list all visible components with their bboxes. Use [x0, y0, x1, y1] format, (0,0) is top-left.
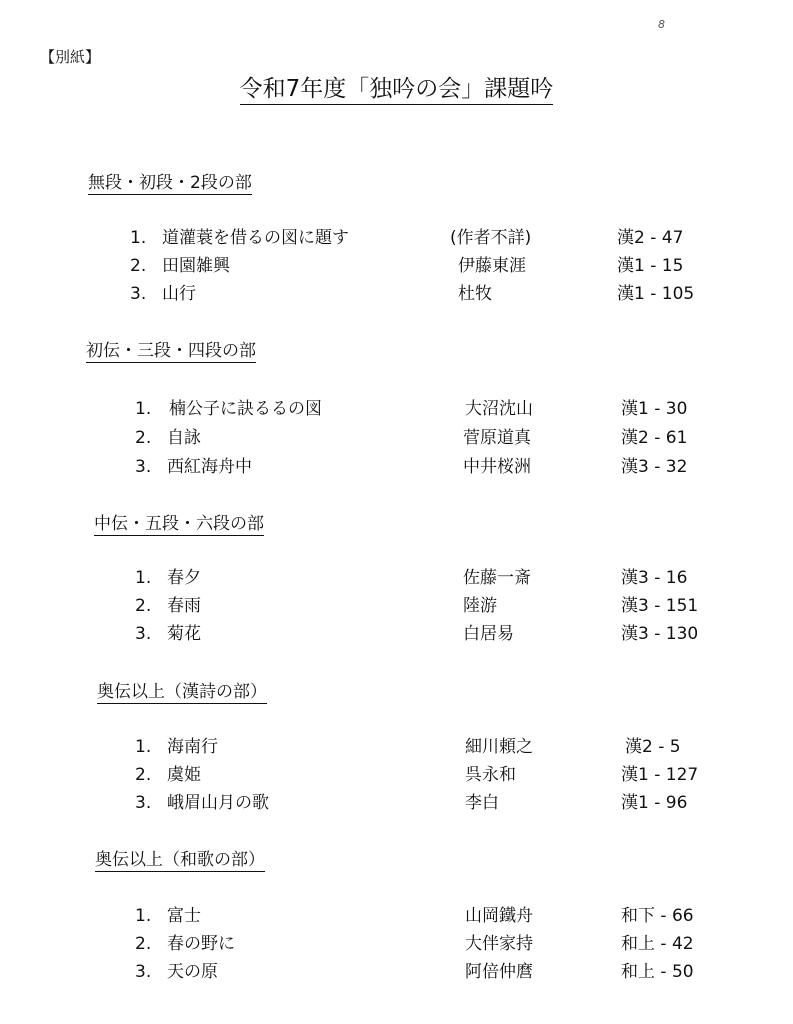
- text-reference: 漢2 - 61: [621, 428, 688, 448]
- piece-title: 山行: [162, 284, 196, 304]
- piece-title: 西紅海舟中: [167, 457, 252, 477]
- section-heading: 中伝・五段・六段の部: [94, 514, 264, 534]
- section-heading: 奥伝以上（漢詩の部）: [97, 682, 267, 702]
- item-number: 1.: [135, 737, 152, 757]
- author-name: 菅原道真: [463, 428, 531, 448]
- section-heading: 初伝・三段・四段の部: [86, 341, 256, 361]
- item-number: 1.: [135, 906, 152, 926]
- author-name: 阿倍仲麿: [465, 962, 533, 982]
- text-reference: 漢3 - 32: [621, 457, 688, 477]
- piece-title: 海南行: [167, 737, 218, 757]
- item-number: 1.: [135, 399, 152, 419]
- document-title-text: 令和7年度「独吟の会」課題吟: [240, 76, 554, 105]
- section-heading: 無段・初段・2段の部: [88, 173, 252, 193]
- author-name: 細川頼之: [465, 737, 533, 757]
- text-reference: 漢1 - 15: [617, 256, 684, 276]
- text-reference: 和上 - 42: [621, 934, 694, 954]
- author-name: 杜牧: [458, 284, 492, 304]
- piece-title: 菊花: [167, 624, 201, 644]
- author-name: 山岡鐵舟: [465, 906, 533, 926]
- text-reference: 和下 - 66: [621, 906, 694, 926]
- document-title: [0, 74, 793, 104]
- text-reference: 漢2 - 47: [617, 228, 684, 248]
- text-reference: 漢3 - 151: [621, 596, 699, 616]
- item-number: 2.: [135, 596, 152, 616]
- author-name: 呉永和: [465, 765, 516, 785]
- piece-title: 天の原: [167, 962, 218, 982]
- page-number-mark: 8: [658, 18, 665, 31]
- author-name: 中井桜洲: [463, 457, 531, 477]
- text-reference: 漢1 - 127: [621, 765, 699, 785]
- author-name: 大伴家持: [465, 934, 533, 954]
- text-reference: 漢1 - 30: [621, 399, 688, 419]
- piece-title: 春雨: [167, 596, 201, 616]
- text-reference: 漢1 - 105: [617, 284, 695, 304]
- item-number: 3.: [135, 793, 152, 813]
- piece-title: 峨眉山月の歌: [167, 793, 269, 813]
- item-number: 2.: [135, 934, 152, 954]
- item-number: 2.: [135, 428, 152, 448]
- item-number: 3.: [135, 962, 152, 982]
- text-reference: 漢3 - 130: [621, 624, 699, 644]
- piece-title: 自詠: [167, 428, 201, 448]
- author-name: 伊藤東涯: [458, 256, 526, 276]
- text-reference: 漢3 - 16: [621, 568, 688, 588]
- text-reference: 和上 - 50: [621, 962, 694, 982]
- item-number: 3.: [130, 284, 147, 304]
- text-reference: 漢1 - 96: [621, 793, 688, 813]
- item-number: 3.: [135, 457, 152, 477]
- attachment-label: 【別紙】: [40, 48, 101, 66]
- author-name: (作者不詳): [450, 228, 532, 248]
- text-reference: 漢2 - 5: [625, 737, 681, 757]
- piece-title: 道灌蓑を借るの図に題す: [162, 228, 349, 248]
- piece-title: 春の野に: [167, 934, 235, 954]
- item-number: 1.: [130, 228, 147, 248]
- item-number: 3.: [135, 624, 152, 644]
- item-number: 1.: [135, 568, 152, 588]
- piece-title: 田園雑興: [162, 256, 230, 276]
- author-name: 白居易: [463, 624, 514, 644]
- author-name: 陸游: [463, 596, 497, 616]
- piece-title: 虞姫: [167, 765, 201, 785]
- author-name: 佐藤一斎: [463, 568, 531, 588]
- author-name: 大沼沈山: [465, 399, 533, 419]
- author-name: 李白: [465, 793, 499, 813]
- piece-title: 楠公子に訣るるの図: [169, 399, 322, 419]
- item-number: 2.: [135, 765, 152, 785]
- section-heading: 奥伝以上（和歌の部）: [95, 850, 265, 870]
- piece-title: 富士: [167, 906, 201, 926]
- item-number: 2.: [130, 256, 147, 276]
- piece-title: 春夕: [167, 568, 201, 588]
